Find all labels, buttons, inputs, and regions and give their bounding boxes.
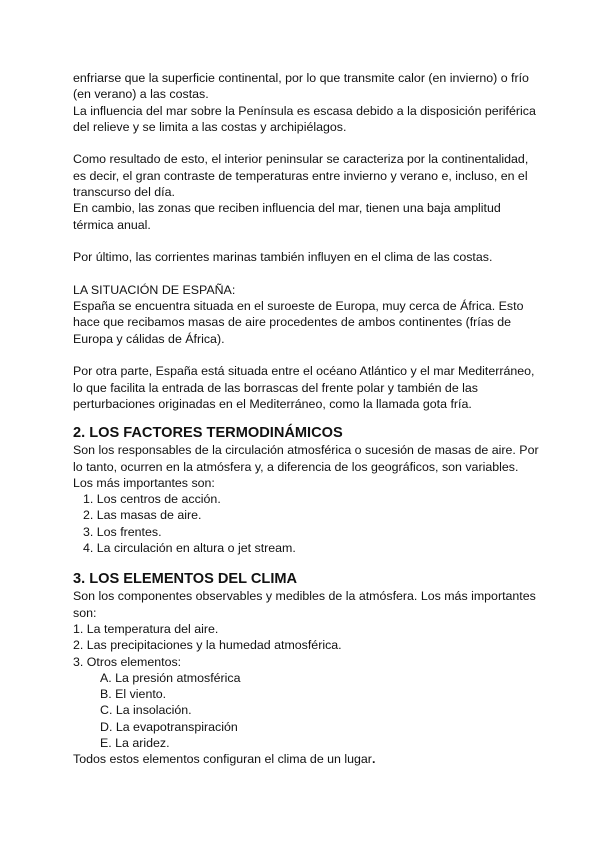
section-2-list [73,491,543,556]
list-item: 1. Los centros de acción. [83,492,221,507]
situacion-paragraph-2: Por otra parte, España está situada entre el océano Atlántico y el mar Mediterráneo, lo que facilita la entrada de las borrascas del frente polar y también de las perturbaciones originadas en el Mediterráneo, como la llamada gota fría. [73,364,535,411]
section-3-sublist [73,670,543,751]
spacer [73,347,543,363]
section-2-paragraph-1: Son los responsables de la circulación atmosférica o sucesión de masas de aire. Por lo tanto, ocurren en la atmósfera y, a diferencia de los geográficos, son variables. [73,443,539,474]
sublist-item: A. La presión atmosférica [100,670,241,685]
list-item: 1. La temperatura del aire. [73,621,219,636]
intro-paragraph-3: Como resultado de esto, el interior peninsular se caracteriza por la continentalidad, es decir, el gran contraste de temperaturas entre invierno y verano e, incluso, en el transcurso del día. [73,152,529,200]
sublist-item: D. La evapotranspiración [100,719,238,734]
situacion-title: LA SITUACIÓN DE ESPAÑA: [73,282,236,297]
sublist-item: B. El viento. [100,687,167,702]
section-2-heading: 2. LOS FACTORES TERMODINÁMICOS [73,425,343,442]
section-3-paragraph-1: Son los componentes observables y medibles de la atmósfera. Los más importantes son: [73,589,536,620]
list-item: 4. La circulación en altura o jet stream. [83,541,296,556]
intro-paragraph-5: Por último, las corrientes marinas también influyen en el clima de las costas. [73,250,493,265]
document-page [73,70,543,768]
section-2-paragraph-2: Los más importantes son: [73,475,215,490]
situacion-paragraph-1: España se encuentra situada en el suroeste de Europa, muy cerca de África. Esto hace que recibamos masas de aire procedentes de ambos continentes (frías de Europa y cálidas de África). [73,299,524,346]
list-item: 2. Las masas de aire. [83,508,202,523]
intro-paragraph-1: enfriarse que la superficie continental, por lo que transmite calor (en invierno) o frío (en verano) a las costas. [73,71,529,102]
sublist-item: C. La insolación. [100,703,192,718]
list-item: 3. Los frentes. [83,524,162,539]
sublist-item: E. La aridez. [100,735,170,750]
list-item: 2. Las precipitaciones y la humedad atmosférica. [73,638,342,653]
intro-paragraph-2: La influencia del mar sobre la Península es escasa debido a la disposición periférica del relieve y se limita a las costas y archipiélagos. [73,103,536,134]
section-3-closing-dot: . [371,752,376,767]
section-3-closing-text: Todos estos elementos configuran el clima de un lugar [73,752,372,767]
intro-paragraph-4: En cambio, las zonas que reciben influencia del mar, tienen una baja amplitud térmica anual. [73,201,501,232]
spacer [73,135,543,151]
spacer [73,233,543,249]
section-3-list [73,621,543,670]
section-3-closing [73,751,543,767]
spacer [73,266,543,282]
list-item: 3. Otros elementos: [73,654,182,669]
section-3-heading: 3. LOS ELEMENTOS DEL CLIMA [73,571,298,588]
